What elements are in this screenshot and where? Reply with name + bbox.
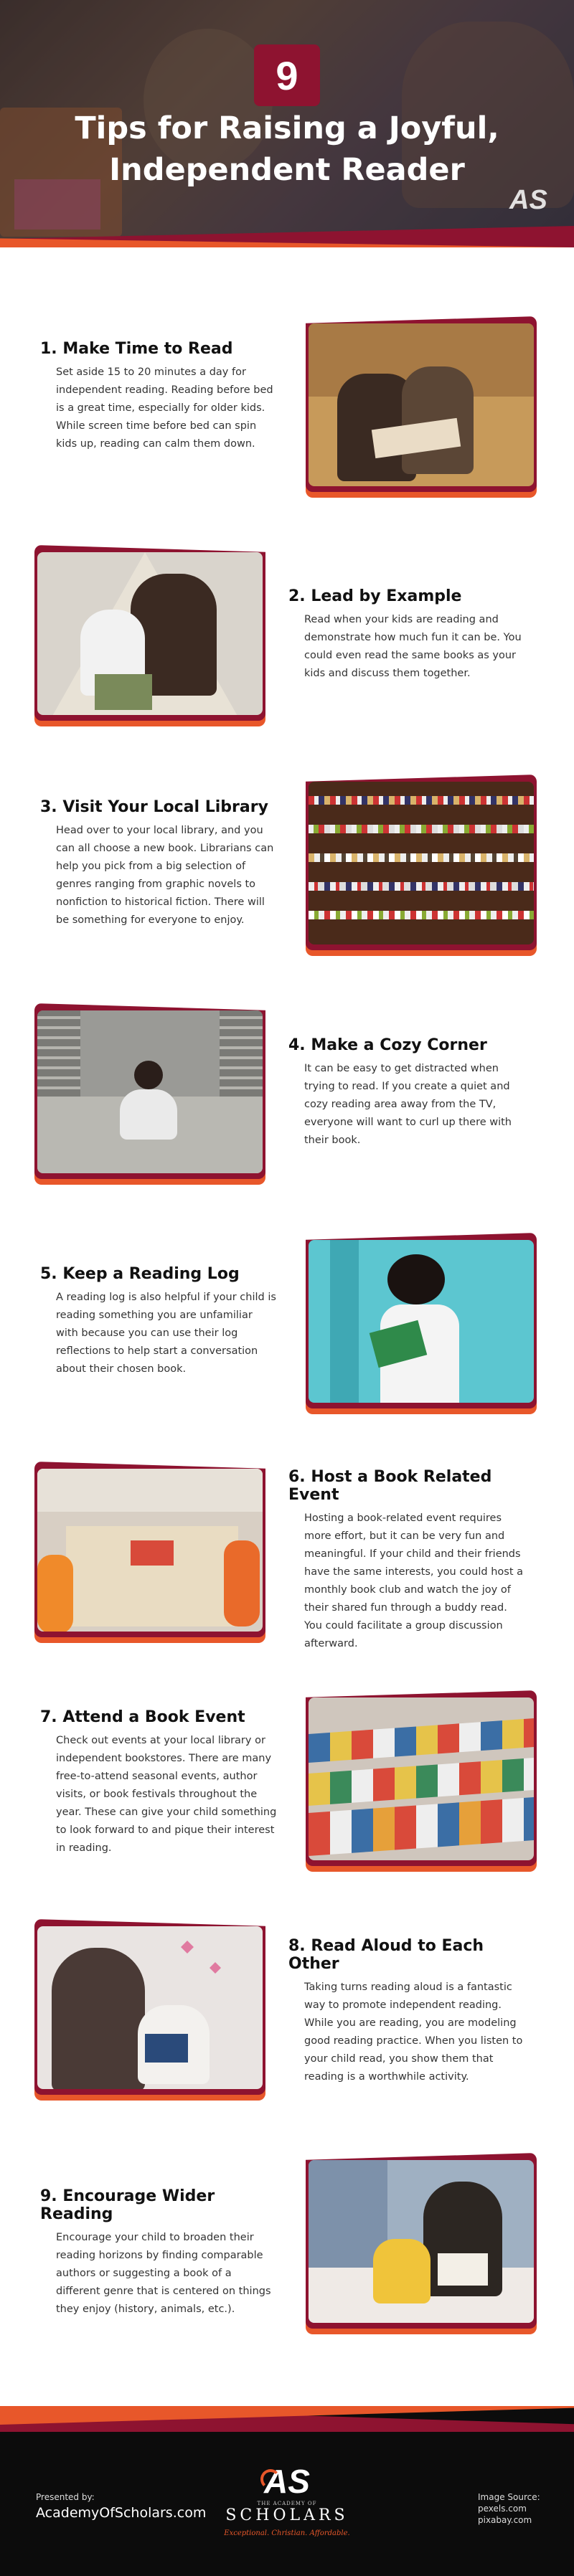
tip-8-photo: [34, 1919, 265, 2095]
tip-7-photo: [306, 1690, 537, 1866]
title-line-1: Tips for Raising a Joyful,: [75, 110, 499, 146]
tip-body: Read when your kids are reading and demonstrate how much fun it can be. You could even read the same books as your kids and discuss them together.: [304, 614, 522, 679]
school-logo: [255, 2463, 319, 2499]
tip-body: Head over to your local library, and you can all choose a new book. Librarians can help you pick from a big selection of genres ranging from graphic novels to nonfiction to historical fiction. There will be something for everyone to enjoy.: [56, 825, 274, 926]
tip-3-photo: [306, 775, 537, 950]
photo-kids-reading-couch: [309, 323, 534, 486]
tip-1: [40, 340, 277, 453]
tip-heading: 2. Lead by Example: [288, 587, 462, 605]
tips-count-badge: 9: [254, 44, 320, 106]
tip-heading: 6. Host a Book Related Event: [288, 1468, 492, 1504]
photo-book-fair-table: [309, 1697, 534, 1860]
website-link[interactable]: AcademyOfScholars.com: [36, 2505, 207, 2521]
image-source-label: Image Source:: [478, 2492, 540, 2502]
tip-heading: 7. Attend a Book Event: [40, 1708, 245, 1726]
tip-heading: 9. Encourage Wider Reading: [40, 2187, 215, 2223]
header-banner: [0, 0, 574, 247]
title-line-2: Independent Reader: [109, 152, 465, 188]
tip-7: [40, 1708, 277, 1857]
tip-5-photo: [306, 1233, 537, 1408]
tip-body: Hosting a book-related event requires more effort, but it can be very fun and meaningful. If your child and their friends have the same interests, you could host a monthly book club and watch the joy of their shared fun through a buddy read. You could facilitate a group discussion afterward.: [304, 1512, 524, 1649]
header-logo: AS: [509, 185, 547, 215]
logo-top-text: THE ACADEMY OF: [257, 2501, 317, 2506]
tip-4: [288, 1036, 525, 1150]
tip-heading: 4. Make a Cozy Corner: [288, 1036, 487, 1054]
photo-father-child-reading: [37, 1926, 263, 2089]
photo-girl-reading-floor: [37, 1010, 263, 1173]
tip-2-photo: [34, 545, 265, 721]
tip-6: [288, 1468, 525, 1653]
tip-heading: 5. Keep a Reading Log: [40, 1265, 240, 1283]
photo-father-son-tent: [37, 552, 263, 715]
tip-heading: 1. Make Time to Read: [40, 340, 233, 358]
tip-4-photo: [34, 1003, 265, 1179]
tip-9-photo: [306, 2153, 537, 2329]
photo-kids-classroom-table: [37, 1469, 263, 1632]
swoosh-icon: [260, 2469, 281, 2489]
logo-tagline: Exceptional. Christian. Affordable.: [224, 2529, 350, 2537]
tip-6-photo: [34, 1462, 265, 1637]
image-source-item: pexels.com: [478, 2504, 527, 2514]
tip-body: Encourage your child to broaden their reading horizons by finding comparable authors or suggesting a book of a different genre that is centered on things they enjoy (history, animals, etc.).: [56, 2232, 271, 2315]
tip-body: Set aside 15 to 20 minutes a day for independent reading. Reading before bed is a great time, especially for older kids. While screen time before bed can spin kids up, reading can calm them down.: [56, 366, 273, 450]
tip-body: Taking turns reading aloud is a fantastic way to promote independent reading. While you are reading, you are modeling good reading practice. When you listen to your child read, you show them that reading is a worthwhile activity.: [304, 1981, 523, 2083]
tip-3: [40, 798, 277, 929]
photo-father-daughter-bed: [309, 2160, 534, 2323]
tip-heading: 3. Visit Your Local Library: [40, 798, 268, 816]
tip-8: [288, 1937, 525, 2086]
logo-name: SCHOLARS: [225, 2506, 349, 2524]
tip-body: Check out events at your local library or independent bookstores. There are many free-to-attend seasonal events, author visits, or book festivals throughout the year. These can give your child something to look forward to and pique their interest in reading.: [56, 1735, 277, 1854]
presented-by-label: Presented by:: [36, 2492, 95, 2502]
tip-body: A reading log is also helpful if your child is reading something you are unfamiliar with because you can use their log reflections to help start a conversation about their chosen book.: [56, 1292, 276, 1375]
tip-9: [40, 2187, 277, 2319]
tip-5: [40, 1265, 277, 1378]
tip-1-photo: [306, 316, 537, 492]
logo-mark-text: AS: [264, 2463, 310, 2500]
photo-boy-reading-door: [309, 1240, 534, 1403]
footer: [0, 2406, 574, 2576]
photo-library-shelves: [309, 782, 534, 944]
tip-heading: 8. Read Aloud to Each Other: [288, 1937, 484, 1973]
page-title: [29, 108, 545, 191]
tip-2: [288, 587, 525, 683]
image-source-item: pixabay.com: [478, 2515, 532, 2525]
tip-body: It can be easy to get distracted when trying to read. If you create a quiet and cozy reading area away from the TV, everyone will want to curl up there with their book.: [304, 1063, 512, 1146]
